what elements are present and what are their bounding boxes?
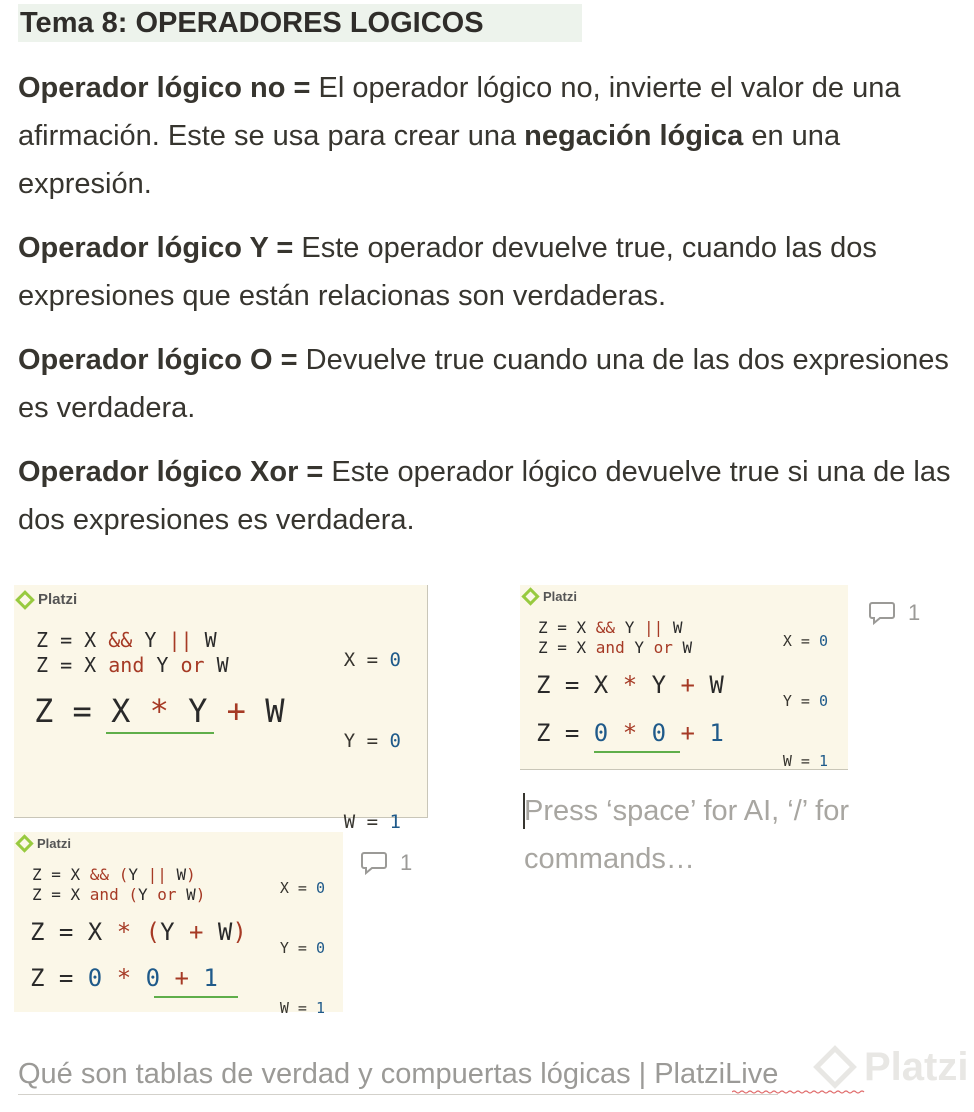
formula-line: Z = X * Y + W [536,671,724,699]
image-logic-example-1[interactable] [14,585,428,833]
result-line: Z = 0 * 0 + 1 [536,719,724,747]
var-w: W = 1 [343,811,401,833]
variables-block [783,591,828,811]
var-w: W = 1 [279,999,325,1017]
term-operador-y: Operador lógico Y = [18,232,294,264]
platzi-logo-icon [812,1044,858,1090]
result-line: Z = 0 * 0 + 1 [30,964,218,992]
term-operador-xor: Operador lógico Xor = [18,456,324,488]
code-line-words: Z = X and (Y or W) [32,885,206,904]
comment-bubble-icon [360,850,388,876]
result-underline [154,996,238,998]
image-logic-example-2[interactable] [520,585,848,770]
watermark-text: Platzi [864,1044,969,1089]
comment-count: 1 [400,850,413,875]
code-line-symbols: Z = X && Y || W [36,628,217,652]
code-line-words: Z = X and Y or W [538,638,693,657]
logo-text: Platzi [543,589,577,604]
comment-bubble-icon [868,600,896,626]
paragraph-operador-no[interactable] [18,64,953,208]
comment-indicator-3[interactable] [360,850,412,876]
text-operador-no: El operador lógico no, invierte el valor de una afirmación. Este se usa para crear una [18,72,901,152]
variables-block [344,593,401,890]
var-x: X = 0 [782,632,828,650]
platzi-watermark [812,1044,968,1090]
variables-block [280,838,325,1058]
code-line-words: Z = X and Y or W [36,653,229,677]
text-operador-no-end: en una expresión. [18,120,841,200]
paragraph-operador-y[interactable] [18,224,953,320]
comment-count: 1 [908,600,921,625]
var-x: X = 0 [343,649,401,671]
var-y: Y = 0 [782,692,828,710]
image-logic-example-3[interactable] [14,832,343,1017]
paragraph-operador-xor[interactable] [18,448,953,544]
text-operador-y: Este operador devuelve true, cuando las dos expresiones que están relacionas son verdaderas. [18,232,877,312]
empty-block-placeholder[interactable]: Press ‘space’ for AI, ‘/’ for commands… [524,795,850,875]
var-y: Y = 0 [343,730,401,752]
term-operador-o: Operador lógico O = [18,344,298,376]
logo-text: Platzi [38,591,78,608]
page-heading: Tema 8: OPERADORES LOGICOS [18,4,582,42]
paragraph-operador-o[interactable] [18,336,953,432]
term-negacion-logica: negación lógica [524,120,744,152]
term-operador-no: Operador lógico no = [18,72,311,104]
platzi-logo-icon [18,591,77,608]
comment-indicator-2[interactable] [868,600,920,626]
var-y: Y = 0 [279,939,325,957]
code-line-symbols: Z = X && (Y || W) [32,865,196,884]
var-w: W = 1 [782,752,828,770]
formula-line: Z = X * Y + W [34,692,285,730]
text-operador-xor: Este operador lógico devuelve true si una de las dos expresiones es verdadera. [18,456,951,536]
text-operador-o: Devuelve true cuando una de las dos expresiones es verdadera. [18,344,949,424]
platzi-logo-icon [524,589,577,604]
formula-underline [106,732,214,734]
var-x: X = 0 [279,879,325,897]
result-underline [594,751,680,753]
logo-text: Platzi [37,836,71,851]
page-link-tablas-de-verdad[interactable]: Qué son tablas de verdad y compuertas lógicas | PlatziLive [18,1054,778,1095]
formula-line: Z = X * (Y + W) [30,918,247,946]
spellcheck-underline [732,1090,866,1094]
platzi-logo-icon [18,836,71,851]
code-line-symbols: Z = X && Y || W [538,618,683,637]
